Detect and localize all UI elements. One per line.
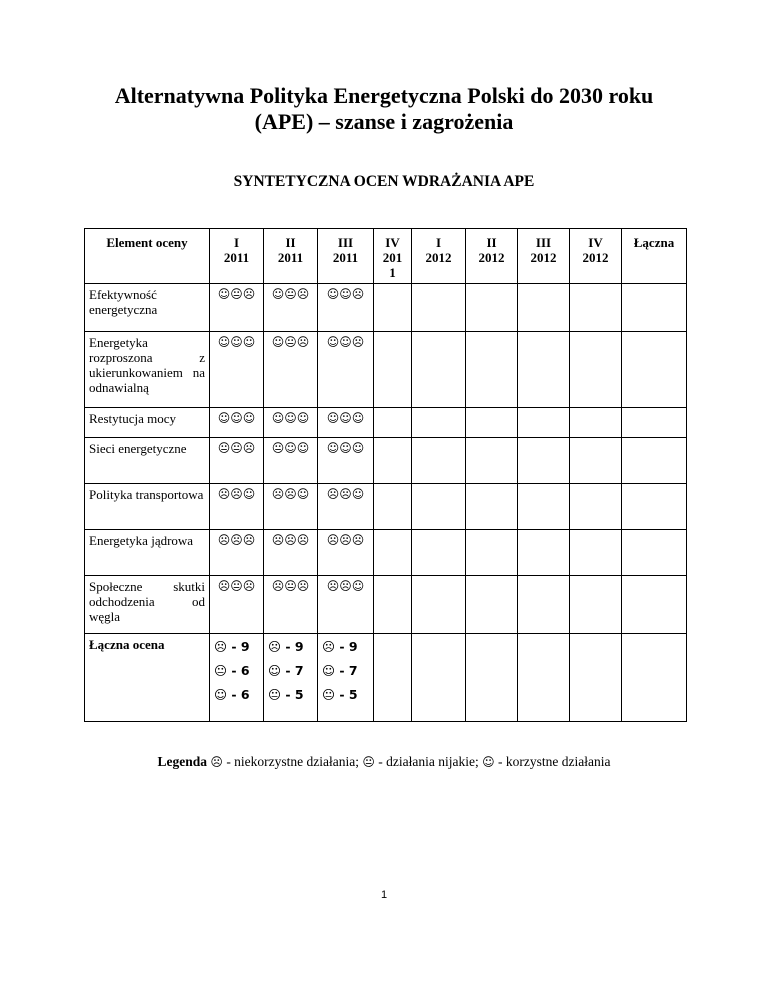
- score-cell: 😐😐☹: [210, 438, 264, 484]
- table-row: [85, 530, 687, 576]
- score-cell: ☺☺☺: [264, 408, 318, 438]
- table-row: [85, 332, 687, 408]
- empty-cell: [412, 576, 466, 634]
- score-cell: ☺☺☺: [318, 408, 374, 438]
- empty-cell: [518, 332, 570, 408]
- header-period: I 2011: [210, 229, 264, 284]
- score-cell: ☹☹☺: [318, 484, 374, 530]
- title-line-1: Alternatywna Polityka Energetyczna Polski do 2030 roku: [114, 83, 654, 108]
- empty-cell: [570, 530, 622, 576]
- score-cell: ☺☺☺: [210, 408, 264, 438]
- empty-cell: [570, 438, 622, 484]
- empty-cell: [518, 530, 570, 576]
- empty-cell: [570, 484, 622, 530]
- empty-cell: [622, 408, 687, 438]
- score-cell: ☹☹☺: [264, 484, 318, 530]
- empty-cell: [374, 530, 412, 576]
- empty-cell: [466, 530, 518, 576]
- frown-icon: ☹: [210, 755, 223, 769]
- header-period: II 2012: [466, 229, 518, 284]
- row-label: Energetyka jądrowa: [85, 530, 210, 576]
- empty-cell: [412, 408, 466, 438]
- empty-cell: [466, 634, 518, 722]
- empty-cell: [518, 576, 570, 634]
- score-cell: ☺☺☹: [318, 284, 374, 332]
- empty-cell: [518, 408, 570, 438]
- header-total: Łączna: [622, 229, 687, 284]
- legend-good-text: - korzystne działania: [494, 754, 611, 769]
- row-label: Efektywność energetyczna: [85, 284, 210, 332]
- empty-cell: [374, 408, 412, 438]
- empty-cell: [570, 576, 622, 634]
- page-number: 1: [380, 889, 388, 901]
- empty-cell: [412, 484, 466, 530]
- score-cell: ☹☹☹: [210, 530, 264, 576]
- total-cell: ☹ - 9 ☺ - 7 😐 - 5: [264, 634, 318, 722]
- empty-cell: [466, 438, 518, 484]
- empty-cell: [466, 332, 518, 408]
- row-label: Sieci energetyczne: [85, 438, 210, 484]
- score-cell: ☹☹☹: [264, 530, 318, 576]
- empty-cell: [518, 438, 570, 484]
- header-period: I 2012: [412, 229, 466, 284]
- empty-cell: [374, 284, 412, 332]
- empty-cell: [374, 332, 412, 408]
- score-cell: ☺☺☺: [210, 332, 264, 408]
- empty-cell: [570, 408, 622, 438]
- empty-cell: [412, 332, 466, 408]
- empty-cell: [518, 634, 570, 722]
- score-cell: ☺☺☺: [318, 438, 374, 484]
- empty-cell: [374, 438, 412, 484]
- legend: [0, 754, 768, 770]
- header-period: IV 201 1: [374, 229, 412, 284]
- total-cell: ☹ - 9 😐 - 6 ☺ - 6: [210, 634, 264, 722]
- assessment-table: [84, 228, 687, 722]
- score-cell: ☹😐☹: [210, 576, 264, 634]
- table-row: [85, 576, 687, 634]
- empty-cell: [518, 284, 570, 332]
- header-period: III 2012: [518, 229, 570, 284]
- empty-cell: [622, 284, 687, 332]
- score-cell: ☺😐☹: [264, 332, 318, 408]
- legend-neutral-text: - działania nijakie;: [374, 754, 483, 769]
- legend-title: Legenda: [157, 754, 208, 769]
- empty-cell: [466, 408, 518, 438]
- table-row: [85, 484, 687, 530]
- table-row: [85, 438, 687, 484]
- row-label: Społeczne skutki odchodzenia od węgla: [85, 576, 210, 634]
- row-label: Restytucja mocy: [85, 408, 210, 438]
- total-row: [85, 634, 687, 722]
- empty-cell: [374, 484, 412, 530]
- empty-cell: [374, 576, 412, 634]
- empty-cell: [412, 530, 466, 576]
- total-cell: ☹ - 9 ☺ - 7 😐 - 5: [318, 634, 374, 722]
- score-cell: ☺😐☹: [264, 284, 318, 332]
- table-row: [85, 284, 687, 332]
- total-label: Łączna ocena: [85, 634, 210, 722]
- score-cell: ☹☹☺: [318, 576, 374, 634]
- row-label: Polityka transportowa: [85, 484, 210, 530]
- empty-cell: [466, 576, 518, 634]
- empty-cell: [622, 634, 687, 722]
- empty-cell: [622, 484, 687, 530]
- empty-cell: [466, 484, 518, 530]
- empty-cell: [412, 634, 466, 722]
- row-label: Energetyka rozproszona z ukierunkowaniem na odnawialną: [85, 332, 210, 408]
- empty-cell: [412, 284, 466, 332]
- table-row: [85, 408, 687, 438]
- neutral-face-icon: 😐: [362, 755, 375, 769]
- empty-cell: [466, 284, 518, 332]
- score-cell: ☹☹☹: [318, 530, 374, 576]
- smile-icon: ☺: [482, 755, 495, 769]
- empty-cell: [570, 332, 622, 408]
- title-line-2: (APE) – szanse i zagrożenia: [254, 109, 514, 134]
- score-cell: ☺☺☹: [318, 332, 374, 408]
- header-period: III 2011: [318, 229, 374, 284]
- empty-cell: [412, 438, 466, 484]
- score-cell: ☺😐☹: [210, 284, 264, 332]
- score-cell: 😐☺☺: [264, 438, 318, 484]
- empty-cell: [570, 284, 622, 332]
- empty-cell: [622, 332, 687, 408]
- legend-bad-text: - niekorzystne działania;: [222, 754, 363, 769]
- score-cell: ☹😐☹: [264, 576, 318, 634]
- header-period: II 2011: [264, 229, 318, 284]
- document-title: [0, 83, 768, 135]
- empty-cell: [570, 634, 622, 722]
- empty-cell: [622, 576, 687, 634]
- header-row: [85, 229, 687, 284]
- score-cell: ☹☹☺: [210, 484, 264, 530]
- header-element: Element oceny: [85, 229, 210, 284]
- header-period: IV 2012: [570, 229, 622, 284]
- document-subtitle: SYNTETYCZNA OCEN WDRAŻANIA APE: [233, 173, 535, 190]
- empty-cell: [622, 438, 687, 484]
- empty-cell: [518, 484, 570, 530]
- empty-cell: [374, 634, 412, 722]
- empty-cell: [622, 530, 687, 576]
